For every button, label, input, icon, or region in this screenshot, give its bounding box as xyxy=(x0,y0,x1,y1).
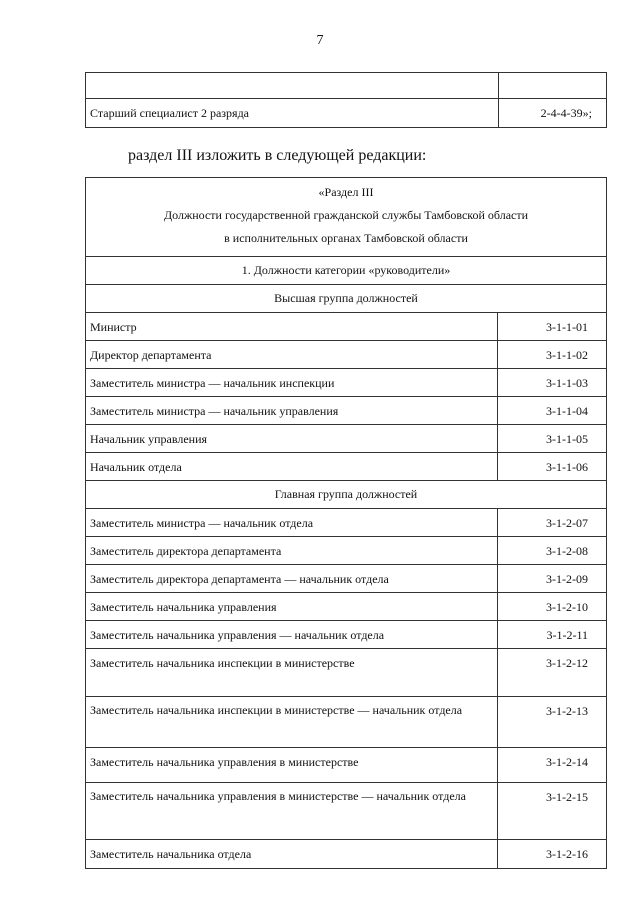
position-code: 3-1-2-08 xyxy=(546,544,588,558)
table-row xyxy=(86,748,606,783)
position-name: Заместитель министра — начальник управления xyxy=(86,397,498,424)
position-code: 3-1-1-01 xyxy=(546,320,588,334)
position-name: Заместитель министра — начальник отдела xyxy=(86,509,498,536)
table-row xyxy=(86,783,606,840)
position-name: Заместитель начальника управления — начальник отдела xyxy=(86,621,498,648)
position-name: Заместитель начальника управления xyxy=(86,593,498,620)
position-code: 3-1-2-07 xyxy=(546,516,588,530)
column-divider xyxy=(498,73,499,127)
table-row xyxy=(86,593,606,621)
position-code: 3-1-2-10 xyxy=(546,600,588,614)
position-name: Заместитель начальника управления в министерстве xyxy=(86,748,498,782)
position-code: 3-1-2-13 xyxy=(546,704,588,718)
position-code: 3-1-1-04 xyxy=(546,404,588,418)
previous-section-table xyxy=(85,72,607,128)
section-table xyxy=(85,177,607,869)
section-subtitle-line1: Должности государственной гражданской службы Тамбовской области xyxy=(163,208,529,222)
table-row xyxy=(86,621,606,649)
section-subtitle-line2: в исполнительных органах Тамбовской области xyxy=(224,231,468,245)
position-code: 3-1-2-12 xyxy=(546,656,588,670)
position-code: 3-1-2-14 xyxy=(546,755,588,769)
position-name: Министр xyxy=(86,313,498,340)
group-heading-high: Высшая группа должностей xyxy=(86,285,606,313)
position-name: Заместитель начальника инспекции в министерстве xyxy=(86,649,498,696)
table-row xyxy=(86,537,606,565)
position-code: 3-1-1-05 xyxy=(546,432,588,446)
position-code: 3-1-2-11 xyxy=(546,628,588,642)
position-name: Старший специалист 2 разряда xyxy=(90,106,249,120)
section-header xyxy=(86,178,606,257)
position-name: Заместитель директора департамента — начальник отдела xyxy=(86,565,498,592)
position-code: 3-1-1-06 xyxy=(546,460,588,474)
table-row xyxy=(86,369,606,397)
position-code: 3-1-1-02 xyxy=(546,348,588,362)
position-name: Заместитель министра — начальник инспекции xyxy=(86,369,498,396)
table-row xyxy=(86,313,606,341)
position-name: Заместитель начальника управления в министерстве — начальник отдела xyxy=(86,783,498,839)
position-code: 2-4-4-39»; xyxy=(540,106,592,120)
intro-text: раздел III изложить в следующей редакции: xyxy=(128,147,427,164)
table-row xyxy=(86,425,606,453)
position-name: Заместитель начальника инспекции в министерстве — начальник отдела xyxy=(86,697,498,747)
position-code: 3-1-2-09 xyxy=(546,572,588,586)
page-number: 7 xyxy=(316,33,324,48)
position-code: 3-1-2-15 xyxy=(546,790,588,804)
position-code: 3-1-1-03 xyxy=(546,376,588,390)
position-name: Заместитель начальника отдела xyxy=(86,840,498,868)
table-row xyxy=(86,697,606,748)
category-heading: 1. Должности категории «руководители» xyxy=(86,257,606,285)
table-row xyxy=(86,341,606,369)
position-name: Начальник управления xyxy=(86,425,498,452)
table-row xyxy=(86,397,606,425)
position-code: 3-1-2-16 xyxy=(546,847,588,861)
table-row xyxy=(86,649,606,697)
section-title: «Раздел III xyxy=(318,185,374,199)
position-name: Директор департамента xyxy=(86,341,498,368)
table-row xyxy=(86,509,606,537)
group-heading-main: Главная группа должностей xyxy=(86,481,606,509)
table-row xyxy=(86,453,606,481)
table-row xyxy=(86,840,606,868)
table-row-empty xyxy=(86,73,606,99)
position-name: Заместитель директора департамента xyxy=(86,537,498,564)
table-row xyxy=(86,565,606,593)
position-name: Начальник отдела xyxy=(86,453,498,480)
